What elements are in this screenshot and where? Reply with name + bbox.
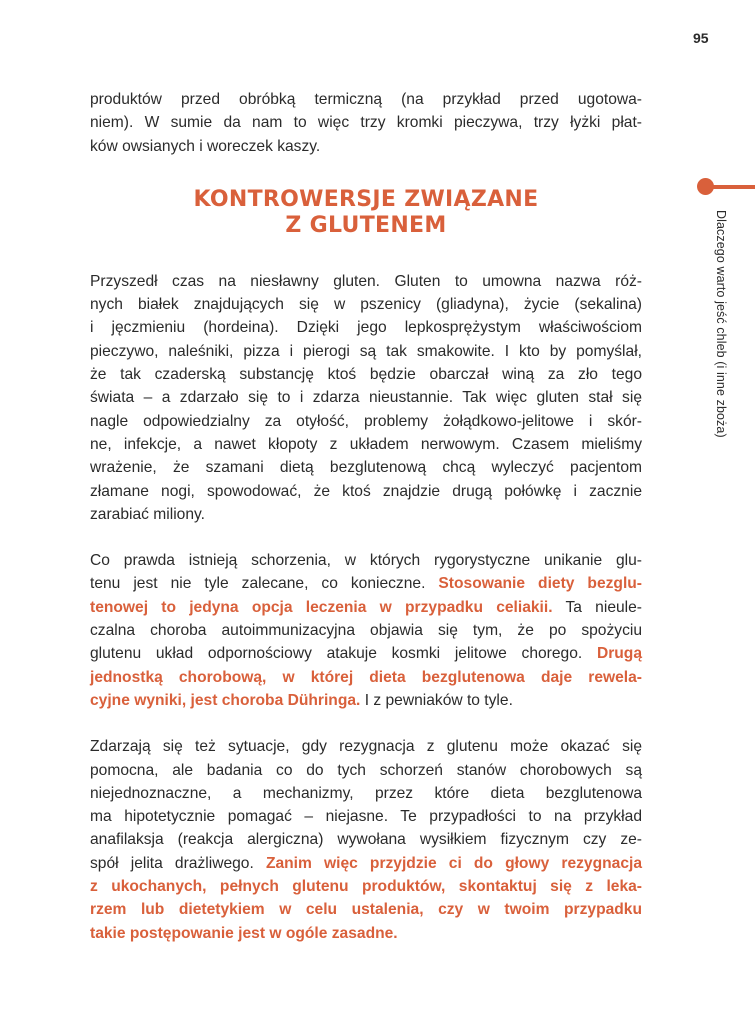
text-line: czalna choroba autoimmunizacyjna objawia się tym, że po spożyciu — [90, 622, 642, 640]
chapter-marker — [697, 178, 755, 196]
text-line: ma hipotetycznie pomagać – niejasne. Te przypadłości to na przykład — [90, 808, 642, 826]
text-plain: glutenu układ odpornościowy atakuje kosmki jelitowe chorego. — [90, 645, 597, 663]
text-plain: spół jelita drażliwego. — [90, 854, 266, 872]
text-line: pomocna, ale badania co do tych schorzeń stanów chorobowych są — [90, 761, 642, 779]
text-line — [90, 875, 642, 898]
text-line — [90, 666, 642, 689]
heading-line-1: KONTROWERSJE ZWIĄZANE — [193, 186, 539, 212]
paragraph-other-conditions — [90, 735, 642, 945]
text-line: Zdarzają się też sytuacje, gdy rezygnacja z glutenu może okazać się — [90, 738, 642, 756]
text-plain: Ta nieule- — [552, 598, 642, 616]
text-line: wrażenie, że szamani dietą bezglutenową chcą wyleczyć pacjentom — [90, 459, 642, 477]
text-line — [90, 922, 642, 945]
highlight-text: tenowej to jedyna opcja leczenia w przypadku celiakii. — [90, 598, 553, 616]
highlight-text: z ukochanych, pełnych glutenu produktów, skontaktuj się z leka- — [90, 878, 642, 896]
text-line: anafilaksja (reakcja alergiczna) wywołana wysiłkiem fizycznym czy ze- — [90, 831, 642, 849]
text-plain: tenu jest nie tyle zalecane, co konieczne. — [90, 575, 439, 593]
text-line: ne, infekcje, a nawet kłopoty z układem nerwowym. Czasem mieliśmy — [90, 435, 642, 453]
text-line: nagle odpowiedzialny za otyłość, problemy żołądkowo-jelitowe i skór- — [90, 412, 642, 430]
text-line: złamane nogi, spowodować, że ktoś znajdzie drugą połówkę i zacznie — [90, 482, 642, 500]
chapter-side-title: Dlaczego warto jeść chleb (i inne zboża) — [714, 210, 728, 438]
text-line: Co prawda istnieją schorzenia, w których rygorystyczne unikanie glu- — [90, 552, 642, 570]
text-line: świata – a zdarzało się to i zdarza nieustannie. Tak więc gluten stał się — [90, 389, 642, 407]
text-line: niejednoznaczne, a mechanizmy, przez które dieta bezglutenowa — [90, 784, 642, 802]
text-line — [90, 572, 642, 595]
text-line: nych białek znajdujących się w pszenicy (gliadyna), życie (sekalina) — [90, 296, 642, 314]
text-line: Przyszedł czas na niesławny gluten. Gluten to umowna nazwa róż- — [90, 272, 642, 290]
text-line: ków owsianych i woreczek kaszy. — [90, 137, 321, 155]
text-line — [90, 852, 642, 875]
highlight-text: takie postępowanie jest w ogóle zasadne. — [90, 924, 398, 942]
text-line: produktów przed obróbką termiczną (na przykład przed ugotowa- — [90, 91, 642, 108]
intro-paragraph — [90, 88, 642, 158]
highlight-text: Stosowanie diety bezglu- — [438, 575, 643, 593]
heading-line-2: Z GLUTENEM — [285, 212, 447, 238]
text-line: i jęczmieniu (hordeina). Dzięki jego lepkosprężystym właściwościom — [90, 319, 642, 337]
highlight-text: Zanim więc przyjdzie ci do głowy rezygnacja — [265, 854, 642, 872]
marker-line — [707, 185, 755, 189]
text-line: zarabiać miliony. — [90, 505, 205, 523]
text-line: pieczywo, naleśniki, pizza i pierogi są tak smakowite. I kto by pomyślał, — [90, 342, 642, 360]
highlight-text: cyjne wyniki, jest choroba Dühringa. — [90, 691, 361, 709]
text-line — [90, 898, 642, 921]
paragraph-gluten-intro — [90, 270, 642, 526]
text-line — [90, 689, 642, 712]
highlight-text: jednostką chorobową, w której dieta bezglutenowa daje rewela- — [90, 668, 642, 686]
page-content — [90, 88, 642, 945]
text-line: niem). W sumie da nam to więc trzy kromki pieczywa, trzy łyżki płat- — [90, 114, 642, 132]
page-number: 95 — [693, 30, 709, 46]
paragraph-celiac — [90, 549, 642, 712]
text-line — [90, 596, 642, 619]
highlight-text: Drugą — [596, 645, 642, 663]
text-plain: I z pewniaków to tyle. — [360, 691, 513, 709]
highlight-text: rzem lub dietetykiem w celu ustalenia, czy w twoim przypadku — [90, 901, 642, 919]
section-heading — [90, 187, 642, 239]
text-line — [90, 642, 642, 665]
text-line: że tak czaderską substancję ktoś będzie obarczał winą za zło tego — [90, 366, 642, 384]
